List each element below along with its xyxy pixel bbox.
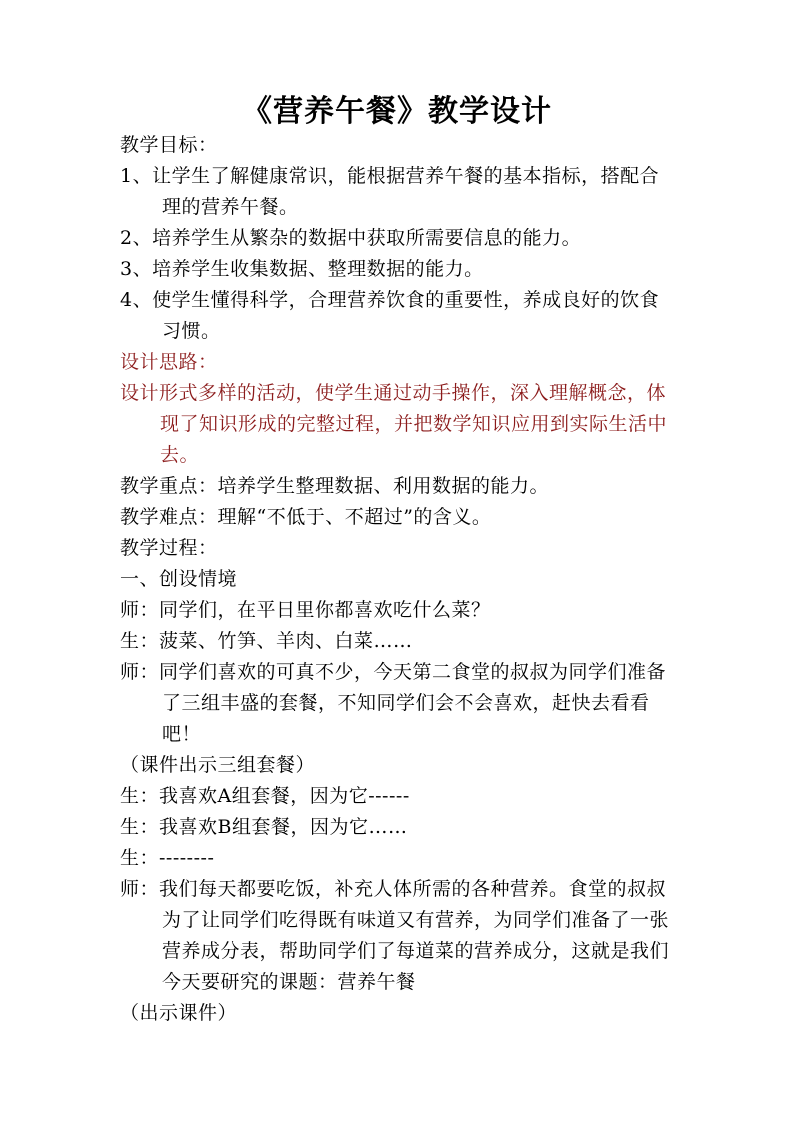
- stage-note: （课件出示三组套餐）: [120, 754, 316, 776]
- dialogue-line: 师：我们每天都要吃饭，补充人体所需的各种营养。食堂的叔叔为了让同学们吃得既有味道又有营养，为同学们准备了一张营养成分表，帮助同学们了每道菜的营养成分，这就是我们今天要研究的课题：营养午餐: [120, 878, 670, 993]
- key-point: 教学重点：培养学生整理数据、利用数据的能力。: [120, 475, 550, 497]
- document-body: [120, 130, 676, 1029]
- objective-4: 4、使学生懂得科学，合理营养饮食的重要性，养成良好的饮食习惯。: [120, 289, 660, 342]
- process-heading: 教学过程：: [120, 537, 218, 559]
- stage-note: （出示课件）: [120, 1002, 238, 1024]
- dialogue-line: 师：同学们，在平日里你都喜欢吃什么菜？: [120, 599, 491, 621]
- design-idea-heading: 设计思路：: [120, 351, 218, 373]
- objectives-heading: 教学目标：: [120, 134, 218, 156]
- dialogue-line: 生：我喜欢A组套餐，因为它------: [120, 785, 410, 807]
- dialogue-line: 师：同学们喜欢的可真不少，今天第二食堂的叔叔为同学们准备了三组丰盛的套餐，不知同学们会不会喜欢，赶快去看看吧！: [120, 661, 667, 745]
- dialogue-line: 生：菠菜、竹笋、羊肉、白菜……: [120, 630, 413, 652]
- objective-2: 2、培养学生从繁杂的数据中获取所需要信息的能力。: [120, 227, 582, 249]
- objective-3: 3、培养学生收集数据、整理数据的能力。: [120, 258, 484, 280]
- section-heading-1: 一、创设情境: [120, 568, 238, 590]
- difficult-point: 教学难点：理解“不低于、不超过”的含义。: [120, 506, 492, 528]
- objective-1: 1、让学生了解健康常识，能根据营养午餐的基本指标，搭配合理的营养午餐。: [120, 165, 660, 218]
- document-title: 《营养午餐》教学设计: [242, 94, 552, 129]
- dialogue-line: 生：我喜欢B组套餐，因为它……: [120, 816, 408, 838]
- design-idea-text: 设计形式多样的活动，使学生通过动手操作，深入理解概念，体现了知识形成的完整过程，并把数学知识应用到实际生活中去。: [120, 382, 668, 466]
- dialogue-line: 生：--------: [120, 847, 215, 869]
